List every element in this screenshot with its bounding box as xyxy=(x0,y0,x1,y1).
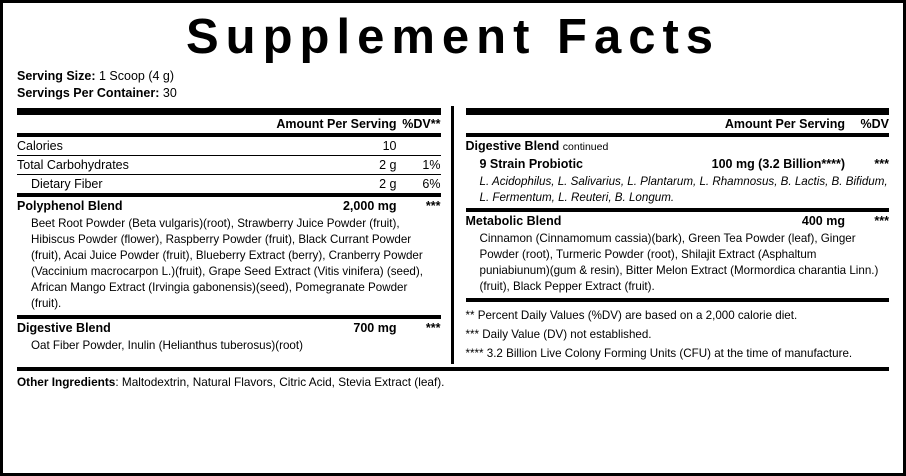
blend-ingredients xyxy=(466,173,890,210)
nutrient-name: Calories xyxy=(17,135,186,156)
right-top-rule xyxy=(466,108,890,115)
blend-sub-amount: 100 mg (3.2 Billion****) xyxy=(711,156,845,171)
footnotes xyxy=(466,302,890,363)
other-ingredients-label: Other Ingredients xyxy=(17,374,116,389)
nutrient-amount: 2 g xyxy=(186,174,396,195)
blend-ingredients xyxy=(17,215,441,317)
blend-ingredients xyxy=(466,230,890,298)
footnote-dv-not-established: *** Daily Value (DV) not established. xyxy=(465,327,652,341)
blend-dv: *** xyxy=(397,317,441,337)
blend-detail-row xyxy=(17,337,441,357)
footnote-cfu: **** 3.2 Billion Live Colony Forming Units (CFU) at the time of manufacture. xyxy=(465,346,853,360)
serving-size-label: Serving Size: xyxy=(17,69,96,83)
servings-per-container-value: 30 xyxy=(162,85,177,100)
blend-name: Digestive Blend xyxy=(17,317,186,337)
nutrient-name: Dietary Fiber xyxy=(17,174,186,195)
servings-per-container-label: Servings Per Container: xyxy=(17,85,160,100)
blend-row xyxy=(17,195,441,215)
blend-continued-label: continued xyxy=(562,140,609,153)
blend-amount: 700 mg xyxy=(186,317,396,337)
right-header-dv: %DV xyxy=(860,116,889,131)
serving-info xyxy=(17,68,889,102)
nutrient-dv: 1% xyxy=(397,155,441,174)
right-facts-table xyxy=(466,115,890,298)
blend-ingredients-text: Cinnamon (Cinnamomum cassia)(bark), Green Tea Powder (leaf), Ginger Powder (root), Turmeric Powder (root), Shilajit Extract (Asphaltum puniabiunum)(gum & resin), Bitter Melon Extract (Mormordica charantia Linn.)(fruit), Black Pepper Extract (fruit). xyxy=(479,231,879,293)
blend-dv: *** xyxy=(845,210,889,230)
other-ingredients xyxy=(17,371,889,390)
blend-name-continued xyxy=(466,135,890,155)
blend-ingredients-text: L. Acidophilus, L. Salivarius, L. Plantarum, L. Rhamnosus, B. Lactis, B. Bifidum, L. Fermentum, L. Reuteri, B. Longum. xyxy=(479,174,888,204)
right-table-header xyxy=(466,115,890,135)
column-divider xyxy=(451,106,454,364)
left-header-spacer xyxy=(17,115,186,135)
blend-ingredients xyxy=(17,337,441,357)
blend-amount: 400 mg xyxy=(621,210,845,230)
blend-ingredients-text: Oat Fiber Powder, Inulin (Helianthus tuberosus)(root) xyxy=(31,338,303,352)
blend-detail-row xyxy=(466,173,890,210)
left-top-rule xyxy=(17,108,441,115)
left-header-amount: Amount Per Serving xyxy=(276,116,397,131)
blend-detail-row xyxy=(17,215,441,317)
blend-name: Metabolic Blend xyxy=(466,210,622,230)
nutrient-amount: 10 xyxy=(186,135,396,156)
right-header-spacer xyxy=(466,115,622,135)
page-title: Supplement Facts xyxy=(185,10,721,64)
nutrient-dv xyxy=(397,135,441,156)
serving-size-line xyxy=(17,68,889,85)
servings-per-container-line xyxy=(17,85,889,102)
footnote-dv-basis: ** Percent Daily Values (%DV) are based on a 2,000 calorie diet. xyxy=(465,308,798,322)
blend-ingredients-text: Beet Root Powder (Beta vulgaris)(root), Strawberry Juice Powder (fruit), Hibiscus Powder (flower), Raspberry Powder (fruit), Black Currant Powder (fruit), Acai Juice Powder (fruit), Blueberry Extract (berry), Cranberry Powder (Vaccinium macrocarpon L.)(fruit), Grape Seed Extract (Vitis vinifera) (seed), African Mango Extract (Irvingia gabonensis)(seed), Pomegranate Powder (fruit). xyxy=(31,216,423,310)
blend-name: Digestive Blend xyxy=(465,138,560,153)
left-facts-table xyxy=(17,115,441,357)
left-header-dv: %DV** xyxy=(402,116,441,131)
blend-row xyxy=(17,317,441,337)
serving-size-value: 1 Scoop (4 g) xyxy=(98,69,175,83)
blend-sub-dv: *** xyxy=(874,156,889,171)
blend-name: Polyphenol Blend xyxy=(17,195,186,215)
right-column xyxy=(456,106,890,364)
left-column xyxy=(17,106,449,364)
blend-detail-row xyxy=(466,230,890,298)
blend-row xyxy=(466,135,890,155)
left-table-header xyxy=(17,115,441,135)
blend-row xyxy=(466,210,890,230)
table-row xyxy=(17,155,441,174)
table-row xyxy=(17,174,441,195)
blend-dv: *** xyxy=(397,195,441,215)
nutrient-amount: 2 g xyxy=(186,155,396,174)
right-header-amount: Amount Per Serving xyxy=(724,116,845,131)
nutrient-name: Total Carbohydrates xyxy=(17,155,186,174)
blend-sub-name: 9 Strain Probiotic xyxy=(479,156,583,171)
blend-sub-row xyxy=(466,155,890,173)
facts-columns xyxy=(17,106,889,364)
blend-amount: 2,000 mg xyxy=(186,195,396,215)
nutrient-dv: 6% xyxy=(397,174,441,195)
table-row xyxy=(17,135,441,156)
other-ingredients-text: : Maltodextrin, Natural Flavors, Citric Acid, Stevia Extract (leaf). xyxy=(115,374,445,389)
